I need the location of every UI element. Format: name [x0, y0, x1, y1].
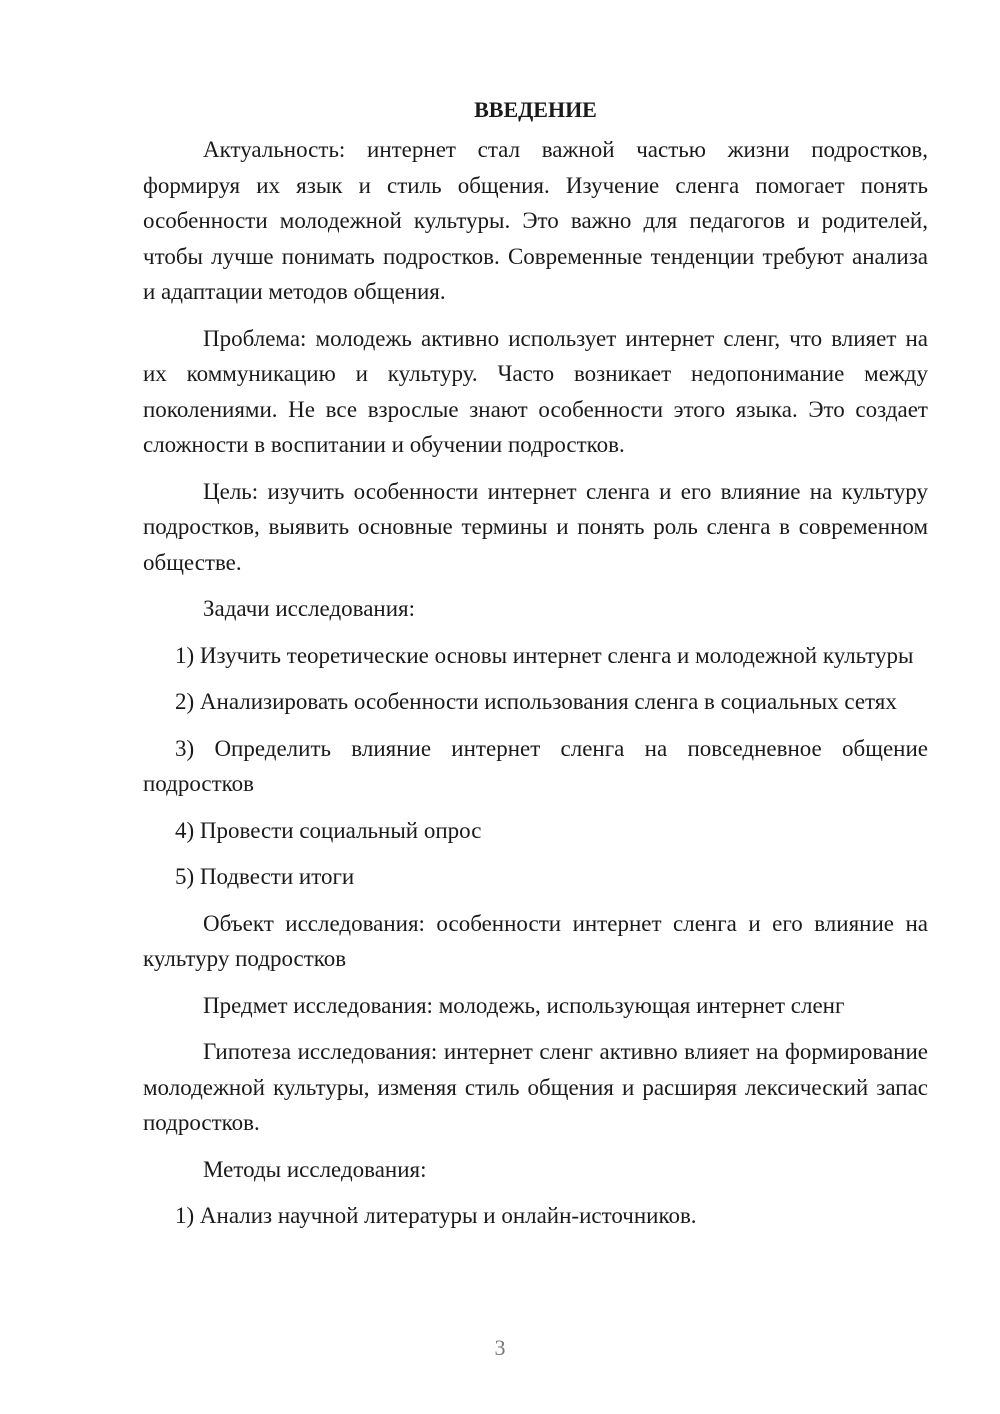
page-content	[143, 92, 928, 1245]
method-item-1: 1) Анализ научной литературы и онлайн-источников.	[175, 1203, 697, 1228]
paragraph-goal: Цель: изучить особенности интернет сленга и его влияние на культуру подростков, выявить основные термины и понять роль сленга в современном обществе.	[143, 478, 928, 575]
paragraph-problem: Проблема: молодежь активно использует интернет сленг, что влияет на их коммуникацию и культуру. Часто возникает недопонимание между поколениями. Не все взрослые знают особенности этого языка. Это создает сложности в воспитании и обучении подростков.	[143, 325, 928, 457]
paragraph-subject: Предмет исследования: молодежь, использующая интернет сленг	[203, 992, 845, 1018]
methods-heading: Методы исследования:	[203, 1156, 427, 1182]
page-title: ВВЕДЕНИЕ	[474, 97, 597, 122]
page-number: 3	[494, 1335, 506, 1360]
task-item-2: 2) Анализировать особенности использования сленга в социальных сетях	[175, 689, 897, 714]
tasks-heading: Задачи исследования:	[203, 596, 416, 621]
task-item-1: 1) Изучить теоретические основы интернет сленга и молодежной культуры	[175, 642, 914, 668]
task-item-4: 4) Провести социальный опрос	[175, 817, 482, 843]
paragraph-hypothesis: Гипотеза исследования: интернет сленг активно влияет на формирование молодежной культуры, изменяя стиль общения и расширяя лексический запас подростков.	[143, 1039, 928, 1135]
task-item-5: 5) Подвести итоги	[175, 864, 355, 889]
paragraph-relevance: Актуальность: интернет стал важной частью жизни подростков, формируя их язык и стиль общения. Изучение сленга помогает понять особенности молодежной культуры. Это важно для педагогов и родителей, чтобы лучше понимать подростков. Современные тенденции требуют анализа и адаптации методов общения.	[143, 137, 928, 304]
task-item-3: 3) Определить влияние интернет сленга на повседневное общение подростков	[143, 735, 928, 796]
paragraph-object: Объект исследования: особенности интернет сленга и его влияние на культуру подростков	[143, 910, 928, 971]
